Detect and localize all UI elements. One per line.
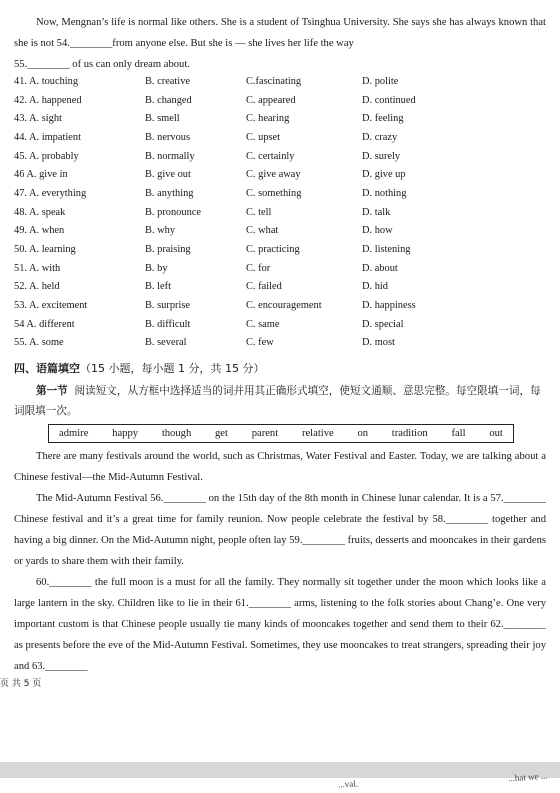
option-b: B. pronounce [145,206,201,218]
word-bank-item: fall [451,428,466,439]
option-b: B. normally [145,150,195,162]
option-b: B. surprise [145,300,191,312]
option-b: B. by [145,262,168,274]
part-label: 第一节 [36,385,68,397]
option-c: C. hearing [246,113,290,125]
option-row [14,203,482,222]
option-b: B. left [145,281,171,293]
bleed-text-left: ...val. [337,778,359,790]
option-row [14,147,482,166]
option-c: C. give away [246,169,301,181]
option-b: B. difficult [145,318,191,330]
option-c: C. certainly [246,150,295,162]
option-a: 42. A. happened [14,94,82,106]
option-c: C. few [246,337,274,349]
section-scoring: （15 小题，每小题 1 分，共 15 分） [80,362,265,375]
option-a: 55. A. some [14,337,64,349]
option-row [14,165,482,184]
option-c: C. upset [246,131,281,143]
option-row [14,109,482,128]
option-c: C. appeared [246,94,296,106]
option-row [14,222,482,241]
option-row [14,296,482,315]
option-d: D. talk [362,206,391,218]
options-table [14,72,482,352]
option-c: C.fascinating [246,75,302,87]
option-d: D. polite [362,75,399,87]
option-row [14,334,482,353]
passage-paragraph-1 [14,446,546,488]
option-a: 43. A. sight [14,113,62,125]
option-a: 48. A. speak [14,206,66,218]
part-instructions: 阅读短文，从方框中选择适当的词并用其正确形式填空，使短文通顺、意思完整。每空限填一词，每词限填一次。 [14,385,541,417]
option-d: D. nothing [362,187,407,199]
option-row [14,128,482,147]
option-b: B. give out [145,169,191,181]
section-title: 四、语篇填空 [14,362,80,375]
option-d: D. special [362,318,404,330]
option-d: D. continued [362,94,416,106]
page-number: 页 共 5 页 [0,679,42,689]
option-d: D. happiness [362,300,416,312]
word-bank-item: parent [251,428,279,439]
word-bank-item: admire [59,428,89,439]
section-instructions [14,381,546,421]
option-c: C. what [246,225,279,237]
passage-ending-paragraph [14,12,546,54]
option-c: C. same [246,318,280,330]
option-a: 50. A. learning [14,244,76,256]
option-a: 53. A. excitement [14,300,88,312]
passage-ending-text: Now, Mengnan’s life is normal like others. She is a student of Tsinghua University. She says she has always known that she is not 54.________from anyone else. But she is — she lives her life the way [14,17,546,49]
option-d: D. most [362,337,395,349]
option-c: C. practicing [246,244,300,256]
option-b: B. anything [145,187,194,199]
option-d: D. give up [362,169,406,181]
option-b: B. praising [145,244,191,256]
option-a: 47. A. everything [14,187,87,199]
option-c: C. tell [246,206,272,218]
option-b: B. why [145,225,176,237]
option-row [14,91,482,110]
option-row [14,278,482,297]
scan-edge-band [0,762,560,778]
word-bank-box [48,424,514,443]
option-c: C. failed [246,281,282,293]
option-d: D. crazy [362,131,398,143]
option-c: C. encouragement [246,300,322,312]
word-bank-item: relative [301,428,334,439]
bleed-text-right: ...hat we ... [507,770,548,784]
option-row [14,259,482,278]
option-b: B. smell [145,113,180,125]
option-d: D. listening [362,244,411,256]
word-bank-item: tradition [391,428,428,439]
option-a: 45. A. probably [14,150,79,162]
option-a: 51. A. with [14,262,61,274]
word-bank-item: get [215,428,228,439]
option-row [14,184,482,203]
option-row [14,240,482,259]
option-b: B. creative [145,75,191,87]
word-bank-item: out [489,428,503,439]
option-a: 44. A. impatient [14,131,81,143]
option-c: C. something [246,187,302,199]
passage-paragraph-3 [14,572,546,677]
passage-ending-last-line: 55.________ of us can only dream about. [14,59,190,70]
option-d: D. about [362,262,398,274]
passage-paragraph-1-text: There are many festivals around the world, such as Christmas, Water Festival and Easter. Today, we are talking about a Chinese festival—the Mid-Autumn Festival. [14,451,546,483]
option-a: 54 A. different [14,318,75,330]
option-d: D. surely [362,150,401,162]
option-a: 46 A. give in [14,169,68,181]
passage-paragraph-2-text: The Mid-Autumn Festival 56.________ on the 15th day of the 8th month in Chinese lunar calendar. It is a 57.________ Chinese festival and it’s a great time for family reunion. Now people celebrate the festival by 58.________ together and having a big dinner. On the Mid-Autumn night, people often lay 59.________ fruits, desserts and mooncakes in their gardens or yards to share them with their family. [14,493,546,567]
option-row [14,72,482,91]
option-d: D. how [362,225,393,237]
passage-paragraph-2 [14,488,546,572]
word-bank-item: on [357,428,369,439]
word-bank-item: happy [112,428,139,439]
option-b: B. several [145,337,187,349]
option-d: D. feeling [362,113,404,125]
passage-paragraph-3-text: 60.________ the full moon is a must for all the family. They normally sit together under the moon which looks like a large lantern in the sky. Children like to lie in their 61.________ arms, listening to the folk stories about Chang’e. One very important custom is that Chinese people usually tie many kinds of mooncakes together and send them to their 62.________ as presents before the eve of the Mid-Autumn Festival. Sometimes, they use mooncakes to treat strangers, spreading their joy and 63.________ [14,577,546,672]
option-a: 49. A. when [14,225,65,237]
option-c: C. for [246,262,271,274]
word-bank-item: though [161,428,192,439]
option-b: B. nervous [145,131,191,143]
option-a: 52. A. held [14,281,60,293]
option-row [14,315,482,334]
option-a: 41. A. touching [14,75,79,87]
option-d: D. hid [362,281,388,293]
option-b: B. changed [145,94,192,106]
section-heading [14,361,264,377]
